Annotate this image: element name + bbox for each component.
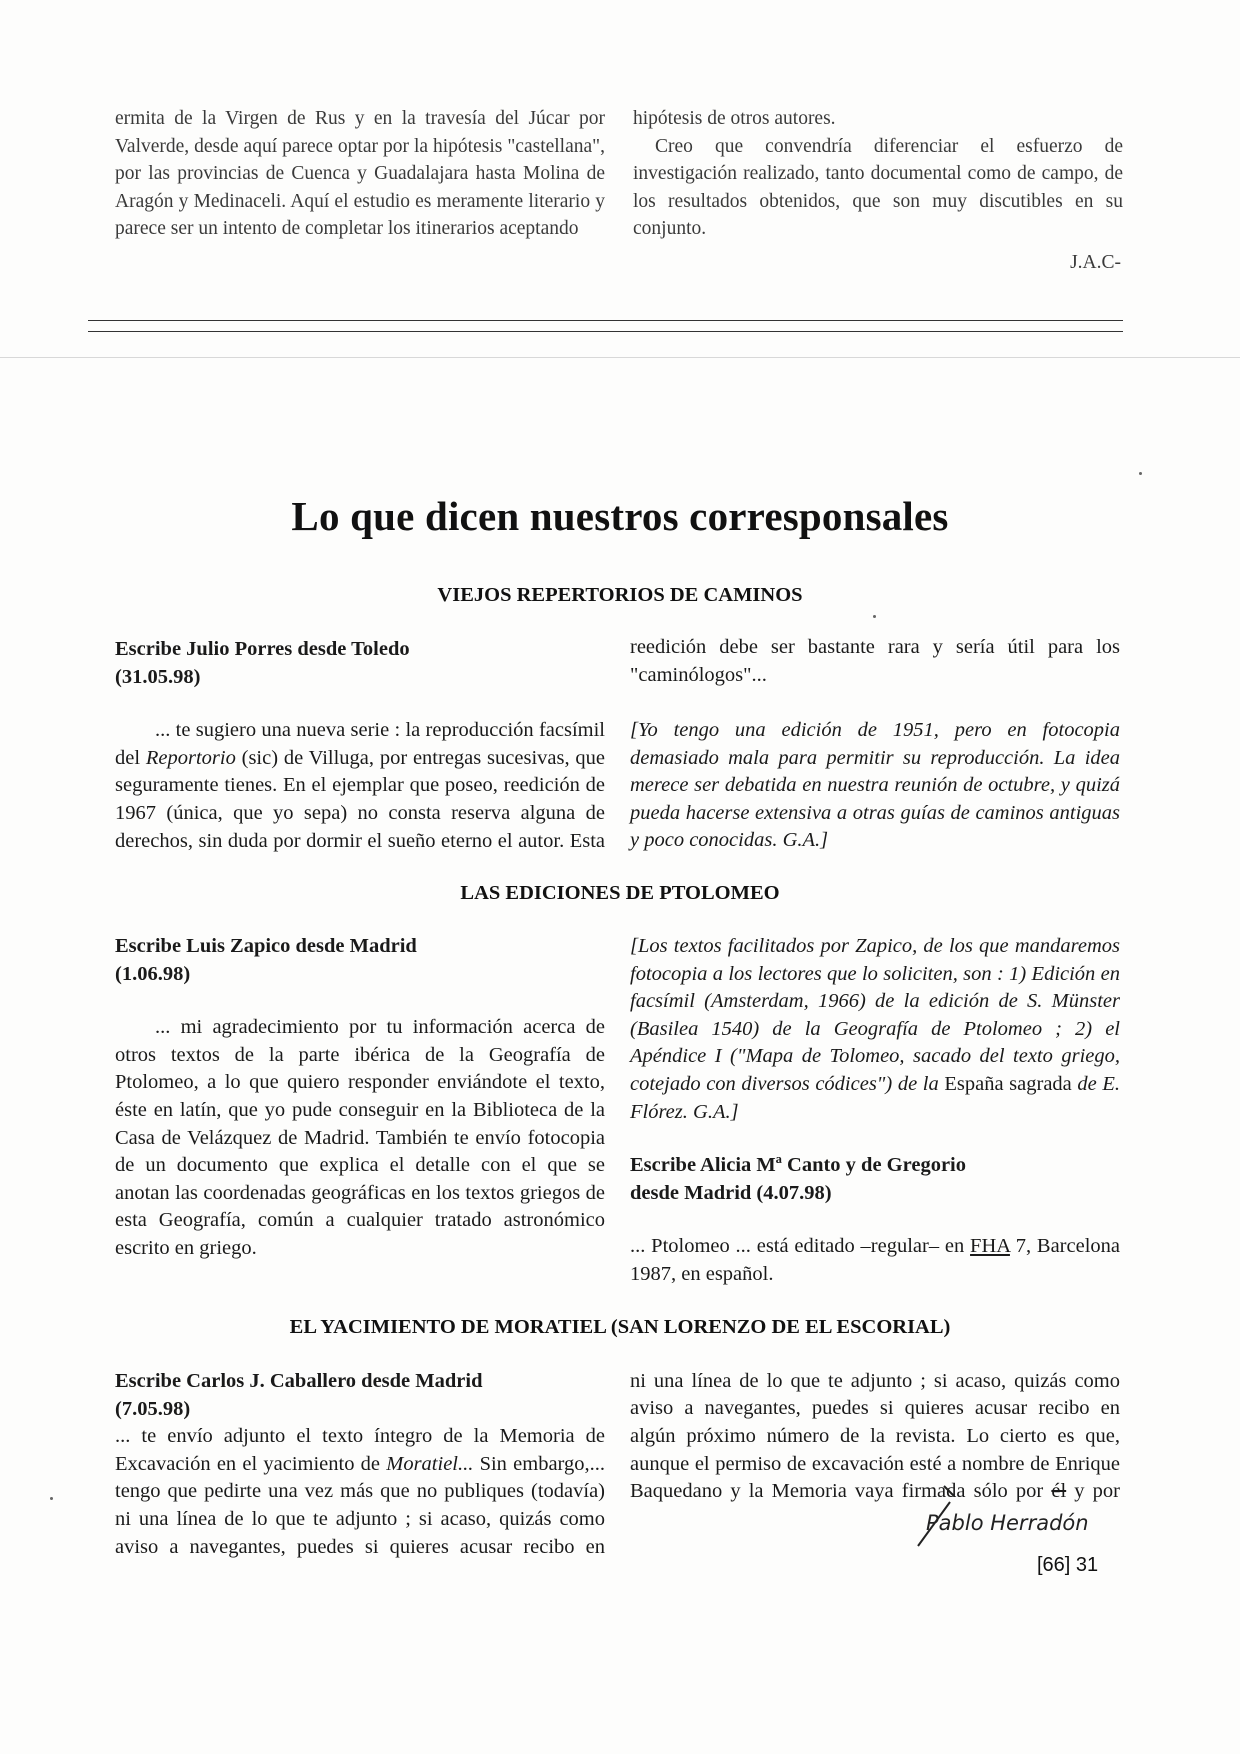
scan-speck xyxy=(50,1497,53,1500)
previous-article-fragment xyxy=(115,105,1125,276)
left-column xyxy=(115,1368,605,1561)
fragment-paragraph: ermita de la Virgen de Rus y en la travesía del Júcar por Valverde, desde aquí parece optar por la hipótesis "castellana", por las provincias de Cuenca y Guadalajara hasta Molina de Aragón y Medinaceli. Aquí el estudio es meramente literario y parece ser un intento de completar los itinerarios aceptando xyxy=(115,108,605,239)
correspondent-name: Escribe Julio Porres desde Toledo xyxy=(115,638,410,660)
page-number: [66] 31 xyxy=(1037,1554,1099,1576)
editor-note: [Yo tengo una edición de 1951, pero en fotocopia demasiado mala para permitir su reproducción. La idea merece ser debatida en nuestra reunión de octubre, y quizá pueda hacerse extensiva a otras guías de caminos antiguas y poco conocidas. G.A.] xyxy=(630,719,1120,852)
scan-speck xyxy=(873,615,876,618)
section-heading: LAS EDICIONES DE PTOLOMEO xyxy=(460,882,780,904)
left-column xyxy=(115,636,605,857)
section-heading: EL YACIMIENTO DE MORATIEL (SAN LORENZO DE EL ESCORIAL) xyxy=(289,1316,951,1338)
letter-date: (31.05.98) xyxy=(115,665,201,688)
section-divider xyxy=(88,320,1123,332)
letter-text: ... Ptolomeo ... está editado –regular– en FHA 7, Barcelona 1987, en español. xyxy=(630,1235,1121,1285)
correspondent-heading xyxy=(115,933,605,988)
letter-text-continued: ni una línea de lo que te adjunto ; si acaso, quizás como aviso a navegantes, puedes si quieres acusar recibo en algún próximo número de la revista. Lo cierto es que, aunque el permiso de excavación esté a nombre de Enrique Baquedano y la Memoria vaya firmada sólo por él y por xyxy=(630,1369,1120,1503)
right-column xyxy=(630,636,1120,857)
right-column xyxy=(630,933,1120,1289)
fragment-left-column xyxy=(115,105,605,276)
struck-word: él xyxy=(1051,1480,1067,1503)
fragment-paragraph: Creo que convendría diferenciar el esfuerzo de investigación realizado, tanto documental como de campo, de los resultados obtenidos, que son muy discutibles en su conjunto. xyxy=(633,135,1123,239)
editor-note: [Los textos facilitados por Zapico, de los que mandaremos fotocopia a los lectores que lo soliciten, son : 1) Edición en facsímil (Amsterdam, 1966) de la edición de S. Münster (Basilea 1540) de la Geografía de Ptolomeo ; 2) el Apéndice I ("Mapa de Tolomeo, sacado del texto griego, cotejado con diversos códices") de la España sagrada de E. Flórez. G.A.] xyxy=(630,935,1121,1123)
letter-text: ... te envío adjunto el texto íntegro de la Memoria de Excavación en el yacimiento de Moratiel... Sin embargo,... tengo que pedirte una vez más que no publiques (todavía) ni una línea de lo que te adjunto ; si acaso, quizás como aviso a navegantes, puedes si quieres acusar recibo en xyxy=(115,1425,605,1558)
correspondent-name: Escribe Carlos J. Caballero desde Madrid xyxy=(115,1370,483,1392)
fragment-paragraph: hipótesis de otros autores. xyxy=(633,108,836,129)
correspondent-name: Escribe Alicia Mª Canto y de Gregorio xyxy=(630,1154,966,1177)
left-column xyxy=(115,933,605,1289)
letter-text-continued: reedición debe ser bastante rara y sería útil para los "caminólogos"... xyxy=(630,636,1120,686)
letter-text: ... mi agradecimiento por tu información acerca de otros textos de la parte ibérica de la Geografía de Ptolomeo, a lo que quiero responder enviándote el texto, éste en latín, que yo pude conseguir en la Biblioteca de la Casa de Velázquez de Madrid. También te envío fotocopia de un documento que explica el detalle con el que se anotan las coordenadas geográficas en los textos griegos de esta Geografía, común a cualquier tratado astronómico escrito en griego. xyxy=(115,1016,605,1259)
handwritten-signature xyxy=(908,1478,1098,1548)
correspondent-heading xyxy=(630,1152,1120,1207)
author-initials: J.A.C- xyxy=(1070,251,1121,273)
scan-speck xyxy=(1139,472,1142,475)
letter-text: ... te sugiero una nueva serie : la reproducción facsímil del Reportorio (sic) de Villuga, por entregas sucesivas, que seguramente tienes. En el ejemplar que poseo, reedición de 1967 (única, que yo sepa) no consta reserva alguna de derechos, sin duda por dormir el sueño eterno el autor. Esta xyxy=(115,719,605,852)
section-body xyxy=(115,933,1120,1289)
letter-date: (7.05.98) xyxy=(115,1397,191,1420)
correspondent-heading xyxy=(115,1368,605,1423)
letter-date: desde Madrid (4.07.98) xyxy=(630,1181,832,1204)
fragment-right-column xyxy=(633,105,1123,276)
section-body xyxy=(115,636,1120,857)
letter-date: (1.06.98) xyxy=(115,962,191,985)
page-title: Lo que dicen nuestros corresponsales xyxy=(291,493,949,539)
clipping-edge xyxy=(0,357,1240,358)
correspondent-name: Escribe Luis Zapico desde Madrid xyxy=(115,935,417,957)
svg-text:Pablo Herradón: Pablo Herradón xyxy=(926,1511,1089,1535)
section-heading: VIEJOS REPERTORIOS DE CAMINOS xyxy=(437,584,803,606)
correspondent-heading xyxy=(115,636,605,691)
